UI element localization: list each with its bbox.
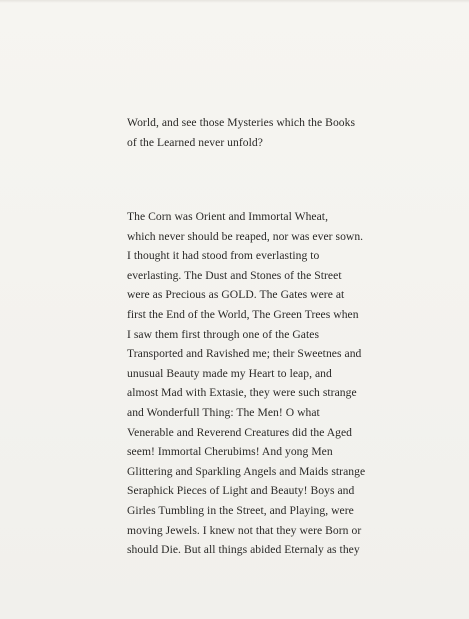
page-top-edge: [0, 0, 469, 3]
main-passage-line: which never should be reaped, nor was ever sown.: [127, 229, 364, 243]
main-passage-line: unusual Beauty made my Heart to leap, and: [127, 366, 332, 380]
main-passage-line: seem! Immortal Cherubims! And yong Men: [127, 445, 333, 459]
opening-passage-line: World, and see those Mysteries which the Books: [127, 116, 356, 129]
main-passage-line: and Wonderfull Thing: The Men! O what: [127, 405, 320, 419]
main-passage-line: should Die. But all things abided Eternaly as they: [127, 543, 360, 557]
main-passage-line: Girles Tumbling in the Street, and Playing, were: [127, 503, 354, 517]
opening-passage: [127, 113, 427, 153]
main-passage-line: almost Mad with Extasie, they were such strange: [127, 386, 357, 400]
main-passage-line: Glittering and Sparkling Angels and Maids strange: [127, 464, 366, 478]
opening-passage-line: of the Learned never unfold?: [127, 136, 263, 149]
main-passage-line: moving Jewels. I knew not that they were Born or: [127, 523, 362, 537]
main-passage-line: Venerable and Reverend Creatures did the Aged: [127, 425, 353, 439]
main-passage-line: Transported and Ravished me; their Sweetnes and: [127, 347, 362, 361]
main-passage: [127, 207, 427, 560]
main-passage-line: I thought it had stood from everlasting to: [127, 249, 320, 263]
main-passage-line: I saw them first through one of the Gates: [127, 327, 320, 341]
main-passage-line: first the End of the World, The Green Trees when: [127, 307, 359, 321]
main-passage-line: Seraphick Pieces of Light and Beauty! Boys and: [127, 484, 355, 498]
main-passage-line: The Corn was Orient and Immortal Wheat,: [127, 210, 329, 223]
main-passage-line: everlasting. The Dust and Stones of the Street: [127, 268, 342, 282]
main-passage-line: were as Precious as GOLD. The Gates were at: [127, 288, 345, 302]
